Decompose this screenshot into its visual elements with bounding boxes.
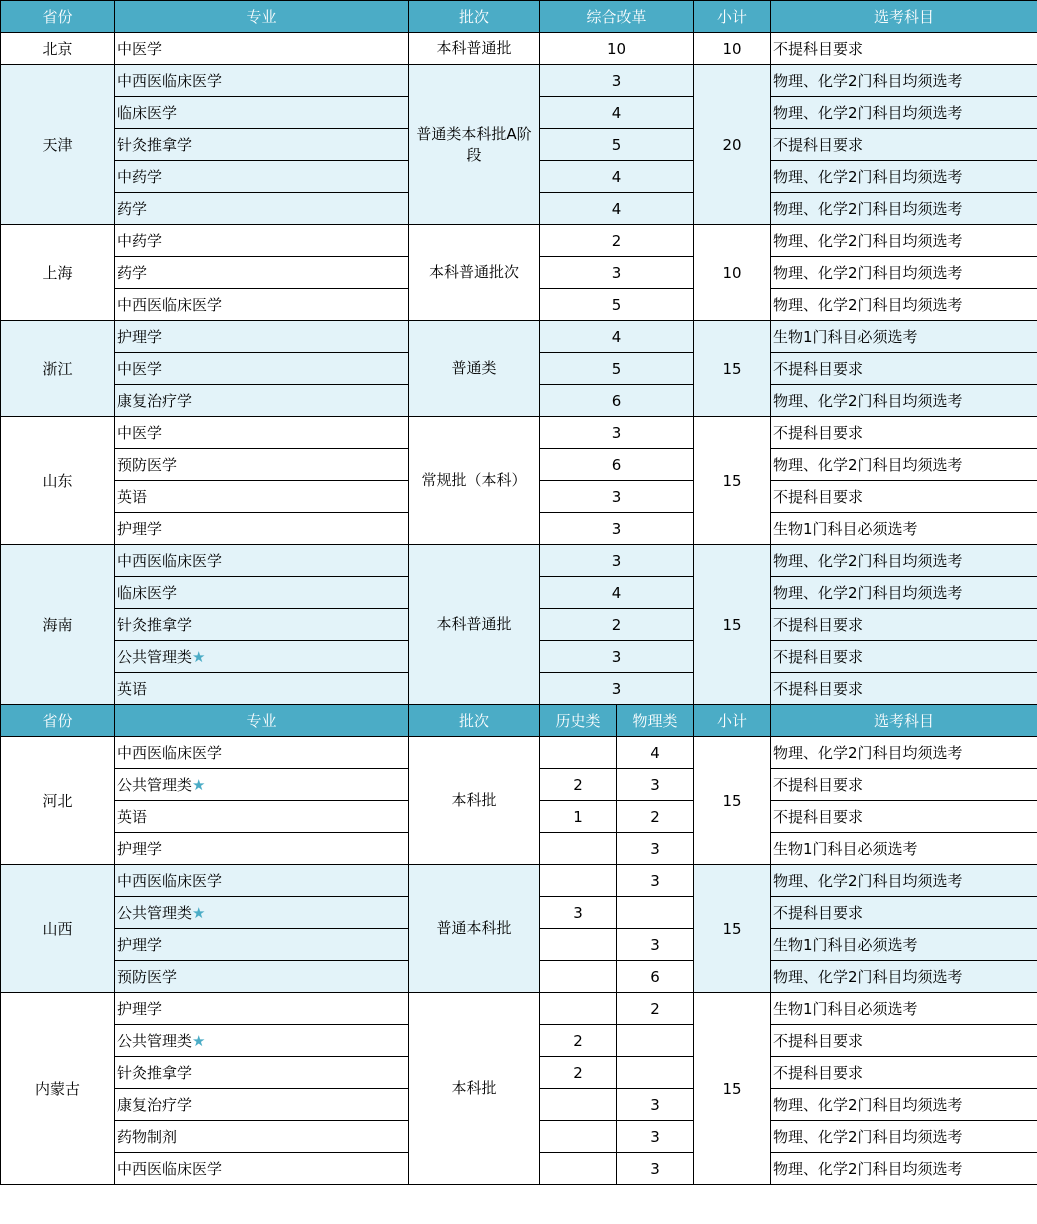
subject-cell: 物理、化学2门科目均须选考 [771,577,1037,609]
count-cell: 4 [540,97,694,129]
major-cell [115,673,409,705]
header-history: 历史类 [540,705,617,737]
major-name: 中西医临床医学 [117,72,223,90]
header-row [1,705,1037,737]
subject-cell: 物理、化学2门科目均须选考 [771,289,1037,321]
physics-count-cell: 3 [617,1089,694,1121]
major-cell [115,449,409,481]
major-cell [115,929,409,961]
province-cell: 海南 [1,545,115,705]
subject-cell: 不提科目要求 [771,897,1037,929]
subject-cell: 不提科目要求 [771,641,1037,673]
count-cell: 5 [540,353,694,385]
subtotal-cell: 10 [694,33,771,65]
history-count-cell: 2 [540,1025,617,1057]
physics-count-cell: 3 [617,865,694,897]
physics-count-cell: 3 [617,1153,694,1185]
major-name: 护理学 [117,936,163,954]
count-cell: 4 [540,321,694,353]
major-name: 预防医学 [117,968,178,986]
history-count-cell: 2 [540,769,617,801]
star-icon: ★ [192,776,206,794]
count-cell: 3 [540,641,694,673]
header-subjects: 选考科目 [771,705,1037,737]
table-row [1,993,1037,1025]
major-name: 中医学 [117,40,163,58]
subject-cell: 不提科目要求 [771,129,1037,161]
major-name: 英语 [117,680,148,698]
major-cell [115,353,409,385]
major-cell [115,993,409,1025]
subtotal-cell: 15 [694,993,771,1185]
physics-count-cell [617,897,694,929]
header-subtotal: 小计 [694,1,771,33]
province-cell: 内蒙古 [1,993,115,1185]
subtotal-cell: 20 [694,65,771,225]
physics-count-cell: 4 [617,737,694,769]
batch-cell: 常规批（本科） [409,417,540,545]
major-name: 中医学 [117,424,163,442]
batch-cell: 本科批 [409,993,540,1185]
count-cell: 2 [540,225,694,257]
major-name: 中医学 [117,360,163,378]
history-count-cell [540,833,617,865]
subject-cell: 不提科目要求 [771,353,1037,385]
subject-cell: 物理、化学2门科目均须选考 [771,1153,1037,1185]
subject-cell: 不提科目要求 [771,1057,1037,1089]
major-cell [115,1025,409,1057]
major-name: 中西医临床医学 [117,296,223,314]
star-icon: ★ [192,1032,206,1050]
count-cell: 4 [540,193,694,225]
header-province: 省份 [1,705,115,737]
batch-cell: 普通类 [409,321,540,417]
subject-cell: 不提科目要求 [771,33,1037,65]
subject-cell: 不提科目要求 [771,417,1037,449]
subject-cell: 物理、化学2门科目均须选考 [771,193,1037,225]
star-icon: ★ [192,648,206,666]
history-count-cell [540,1089,617,1121]
subject-cell: 不提科目要求 [771,1025,1037,1057]
major-name: 护理学 [117,520,163,538]
physics-count-cell [617,1025,694,1057]
major-cell [115,1089,409,1121]
major-cell [115,97,409,129]
major-name: 药学 [117,264,148,282]
major-name: 针灸推拿学 [117,136,193,154]
history-count-cell [540,1121,617,1153]
subtotal-cell: 15 [694,417,771,545]
major-cell [115,1121,409,1153]
major-cell [115,801,409,833]
table-row [1,65,1037,97]
major-name: 临床医学 [117,104,178,122]
major-name: 预防医学 [117,456,178,474]
major-name: 药物制剂 [117,1128,178,1146]
subject-cell: 物理、化学2门科目均须选考 [771,97,1037,129]
count-cell: 10 [540,33,694,65]
major-cell [115,1057,409,1089]
physics-count-cell: 6 [617,961,694,993]
major-cell [115,897,409,929]
subject-cell: 不提科目要求 [771,673,1037,705]
major-cell [115,65,409,97]
subject-cell: 物理、化学2门科目均须选考 [771,449,1037,481]
subject-cell: 生物1门科目必须选考 [771,321,1037,353]
physics-count-cell: 3 [617,1121,694,1153]
subject-cell: 生物1门科目必须选考 [771,513,1037,545]
subject-cell: 不提科目要求 [771,481,1037,513]
major-name: 康复治疗学 [117,1096,193,1114]
header-subtotal: 小计 [694,705,771,737]
table-body [1,1,1037,1185]
province-cell: 天津 [1,65,115,225]
history-count-cell [540,929,617,961]
major-name: 护理学 [117,328,163,346]
count-cell: 2 [540,609,694,641]
major-cell [115,257,409,289]
table-row [1,737,1037,769]
major-cell [115,609,409,641]
major-cell [115,641,409,673]
table-row [1,321,1037,353]
major-name: 中药学 [117,232,163,250]
table-row [1,33,1037,65]
star-icon: ★ [192,904,206,922]
batch-cell: 普通本科批 [409,865,540,993]
subject-cell: 不提科目要求 [771,609,1037,641]
subject-cell: 物理、化学2门科目均须选考 [771,545,1037,577]
major-cell [115,513,409,545]
history-count-cell [540,993,617,1025]
major-cell [115,545,409,577]
table-row [1,225,1037,257]
header-batch: 批次 [409,705,540,737]
count-cell: 3 [540,65,694,97]
province-cell: 上海 [1,225,115,321]
header-comprehensive: 综合改革 [540,1,694,33]
subtotal-cell: 15 [694,321,771,417]
major-cell [115,1153,409,1185]
subtotal-cell: 10 [694,225,771,321]
header-physics: 物理类 [617,705,694,737]
batch-cell: 本科普通批次 [409,225,540,321]
count-cell: 3 [540,545,694,577]
major-name: 公共管理类 [117,776,193,794]
subtotal-cell: 15 [694,737,771,865]
subject-cell: 物理、化学2门科目均须选考 [771,161,1037,193]
header-batch: 批次 [409,1,540,33]
major-name: 康复治疗学 [117,392,193,410]
subject-cell: 物理、化学2门科目均须选考 [771,65,1037,97]
header-province: 省份 [1,1,115,33]
history-count-cell: 2 [540,1057,617,1089]
table-row [1,865,1037,897]
subject-cell: 物理、化学2门科目均须选考 [771,961,1037,993]
physics-count-cell: 2 [617,993,694,1025]
table-row [1,417,1037,449]
header-major: 专业 [115,705,409,737]
count-cell: 3 [540,257,694,289]
count-cell: 5 [540,129,694,161]
header-major: 专业 [115,1,409,33]
major-cell [115,481,409,513]
history-count-cell: 3 [540,897,617,929]
history-count-cell [540,865,617,897]
subject-cell: 生物1门科目必须选考 [771,833,1037,865]
major-name: 护理学 [117,840,163,858]
count-cell: 6 [540,449,694,481]
subject-cell: 物理、化学2门科目均须选考 [771,385,1037,417]
count-cell: 4 [540,577,694,609]
major-cell [115,865,409,897]
major-cell [115,737,409,769]
province-cell: 山西 [1,865,115,993]
major-cell [115,833,409,865]
subject-cell: 物理、化学2门科目均须选考 [771,257,1037,289]
major-cell [115,769,409,801]
subject-cell: 物理、化学2门科目均须选考 [771,737,1037,769]
physics-count-cell: 3 [617,929,694,961]
major-name: 针灸推拿学 [117,1064,193,1082]
major-cell [115,385,409,417]
header-row [1,1,1037,33]
major-cell [115,417,409,449]
batch-cell: 本科普通批 [409,33,540,65]
subject-cell: 生物1门科目必须选考 [771,993,1037,1025]
history-count-cell: 1 [540,801,617,833]
header-subjects: 选考科目 [771,1,1037,33]
major-cell [115,225,409,257]
physics-count-cell: 2 [617,801,694,833]
major-name: 中西医临床医学 [117,872,223,890]
batch-cell: 本科批 [409,737,540,865]
major-name: 临床医学 [117,584,178,602]
province-cell: 浙江 [1,321,115,417]
major-cell [115,577,409,609]
count-cell: 3 [540,513,694,545]
major-cell [115,33,409,65]
batch-cell: 本科普通批 [409,545,540,705]
physics-count-cell: 3 [617,769,694,801]
subtotal-cell: 15 [694,865,771,993]
province-cell: 河北 [1,737,115,865]
major-name: 英语 [117,488,148,506]
subtotal-cell: 15 [694,545,771,705]
batch-cell: 普通类本科批A阶段 [409,65,540,225]
major-name: 护理学 [117,1000,163,1018]
history-count-cell [540,737,617,769]
history-count-cell [540,1153,617,1185]
province-cell: 北京 [1,33,115,65]
major-cell [115,961,409,993]
major-name: 中西医临床医学 [117,1160,223,1178]
count-cell: 6 [540,385,694,417]
major-name: 针灸推拿学 [117,616,193,634]
major-name: 中西医临床医学 [117,552,223,570]
major-name: 英语 [117,808,148,826]
physics-count-cell [617,1057,694,1089]
history-count-cell [540,961,617,993]
major-name: 中西医临床医学 [117,744,223,762]
major-name: 公共管理类 [117,904,193,922]
table-row [1,545,1037,577]
count-cell: 3 [540,481,694,513]
major-name: 中药学 [117,168,163,186]
major-name: 公共管理类 [117,648,193,666]
major-cell [115,193,409,225]
count-cell: 4 [540,161,694,193]
subject-cell: 不提科目要求 [771,769,1037,801]
major-cell [115,321,409,353]
physics-count-cell: 3 [617,833,694,865]
subject-cell: 不提科目要求 [771,801,1037,833]
count-cell: 3 [540,417,694,449]
major-cell [115,289,409,321]
subject-cell: 生物1门科目必须选考 [771,929,1037,961]
subject-cell: 物理、化学2门科目均须选考 [771,865,1037,897]
major-cell [115,161,409,193]
count-cell: 3 [540,673,694,705]
subject-cell: 物理、化学2门科目均须选考 [771,225,1037,257]
subject-cell: 物理、化学2门科目均须选考 [771,1121,1037,1153]
count-cell: 5 [540,289,694,321]
major-name: 药学 [117,200,148,218]
major-name: 公共管理类 [117,1032,193,1050]
major-cell [115,129,409,161]
province-cell: 山东 [1,417,115,545]
subject-cell: 物理、化学2门科目均须选考 [771,1089,1037,1121]
